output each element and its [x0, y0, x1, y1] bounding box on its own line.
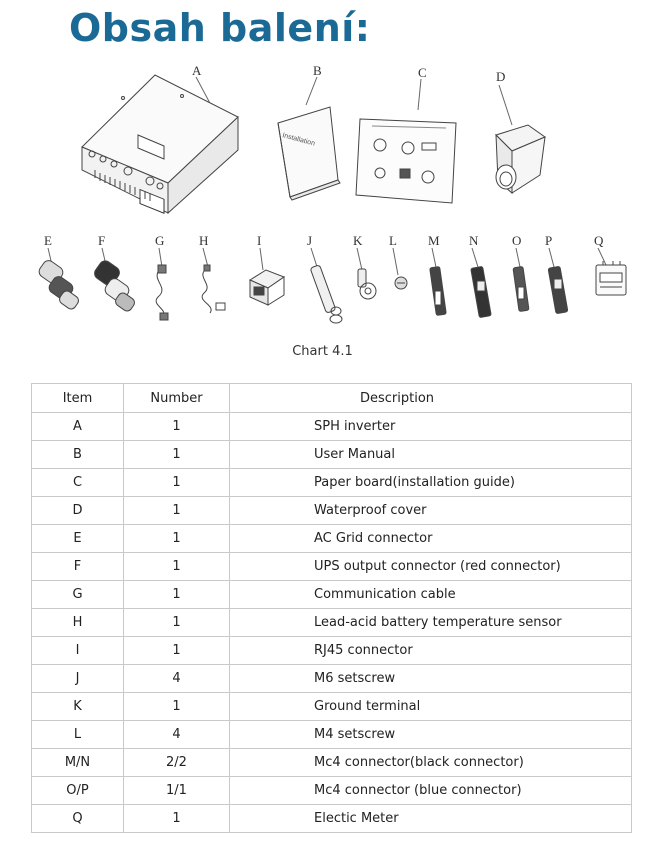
mc4-blue-connector-o-drawing [513, 248, 529, 311]
figure-label-n: N [469, 233, 479, 248]
table-header-row [32, 384, 632, 413]
cell-description: Lead-acid battery temperature sensor [230, 609, 632, 637]
table-row [32, 609, 632, 637]
figure-label-g: G [155, 233, 165, 248]
cell-number: 1 [124, 637, 230, 665]
figure-label-j: J [307, 233, 313, 248]
figure-label-k: K [353, 233, 363, 248]
table-row [32, 777, 632, 805]
cell-number: 1 [124, 581, 230, 609]
figure-label-a: A [192, 63, 202, 78]
table-row [32, 805, 632, 833]
cell-number: 1 [124, 693, 230, 721]
cell-description: Communication cable [230, 581, 632, 609]
column-header-number: Number [124, 384, 230, 413]
m6-setscrew-drawing [310, 248, 342, 323]
cell-item: O/P [32, 777, 124, 805]
inverter-drawing [82, 75, 238, 213]
table-row [32, 693, 632, 721]
table-row [32, 497, 632, 525]
table-row [32, 441, 632, 469]
package-contents-figure [0, 55, 645, 330]
figure-label-c: C [418, 65, 427, 80]
cell-number: 4 [124, 665, 230, 693]
cell-item: L [32, 721, 124, 749]
table-row [32, 749, 632, 777]
cell-description: Paper board(installation guide) [230, 469, 632, 497]
cell-number: 2/2 [124, 749, 230, 777]
waterproof-cover-drawing [496, 85, 545, 193]
cell-number: 1 [124, 469, 230, 497]
page-title: Obsah balení: [69, 6, 371, 50]
cell-item: A [32, 413, 124, 441]
table-row [32, 413, 632, 441]
ups-output-connector-drawing [92, 248, 136, 313]
cell-number: 1 [124, 525, 230, 553]
figure-label-d: D [496, 69, 506, 84]
figure-label-e: E [44, 233, 52, 248]
figure-label-i: I [257, 233, 262, 248]
column-header-item: Item [32, 384, 124, 413]
figure-label-b: B [313, 63, 322, 78]
cell-description: AC Grid connector [230, 525, 632, 553]
paper-board-drawing [356, 79, 456, 203]
table-row [32, 665, 632, 693]
cell-number: 1 [124, 497, 230, 525]
table-row [32, 469, 632, 497]
table-row [32, 721, 632, 749]
cell-description: Ground terminal [230, 693, 632, 721]
figure-label-m: M [428, 233, 440, 248]
figure-label-o: O [512, 233, 522, 248]
cell-number: 4 [124, 721, 230, 749]
electric-meter-drawing [596, 248, 626, 295]
cell-number: 1 [124, 553, 230, 581]
column-header-description: Description [230, 384, 632, 413]
mc4-blue-connector-p-drawing [548, 248, 568, 314]
cell-item: E [32, 525, 124, 553]
cell-item: K [32, 693, 124, 721]
cell-description: Waterproof cover [230, 497, 632, 525]
figure-label-l: L [389, 233, 397, 248]
communication-cable-drawing [156, 248, 168, 320]
cell-description: M4 setscrew [230, 721, 632, 749]
figure-label-p: P [545, 233, 553, 248]
cell-number: 1 [124, 413, 230, 441]
cell-description: Mc4 connector (blue connector) [230, 777, 632, 805]
cell-item: F [32, 553, 124, 581]
package-contents-table [31, 383, 632, 833]
cell-item: C [32, 469, 124, 497]
rj45-connector-drawing [250, 248, 284, 305]
figure-label-q: Q [594, 233, 604, 248]
figure-label-h: H [199, 233, 209, 248]
cell-description: User Manual [230, 441, 632, 469]
mc4-black-connector-n-drawing [471, 248, 492, 318]
cell-description: Mc4 connector(black connector) [230, 749, 632, 777]
m4-setscrew-drawing [393, 248, 407, 289]
cell-number: 1 [124, 441, 230, 469]
booklet-text: Installation [281, 132, 316, 148]
cell-item: G [32, 581, 124, 609]
ground-terminal-drawing [357, 248, 376, 299]
figure-caption: Chart 4.1 [292, 344, 353, 359]
cell-number: 1 [124, 609, 230, 637]
cell-description: SPH inverter [230, 413, 632, 441]
table-row [32, 525, 632, 553]
cell-item: J [32, 665, 124, 693]
cell-number: 1/1 [124, 777, 230, 805]
cell-item: I [32, 637, 124, 665]
mc4-black-connector-m-drawing [430, 248, 447, 315]
temperature-sensor-drawing [202, 248, 225, 313]
cell-description: RJ45 connector [230, 637, 632, 665]
cell-item: B [32, 441, 124, 469]
cell-description: UPS output connector (red connector) [230, 553, 632, 581]
cell-item: M/N [32, 749, 124, 777]
cell-description: M6 setscrew [230, 665, 632, 693]
cell-item: D [32, 497, 124, 525]
table-row [32, 581, 632, 609]
cell-description: Electic Meter [230, 805, 632, 833]
table-row [32, 553, 632, 581]
cell-number: 1 [124, 805, 230, 833]
cell-item: Q [32, 805, 124, 833]
ac-grid-connector-drawing [37, 248, 81, 311]
cell-item: H [32, 609, 124, 637]
figure-label-f: F [98, 233, 106, 248]
table-row [32, 637, 632, 665]
user-manual-drawing [278, 77, 340, 200]
